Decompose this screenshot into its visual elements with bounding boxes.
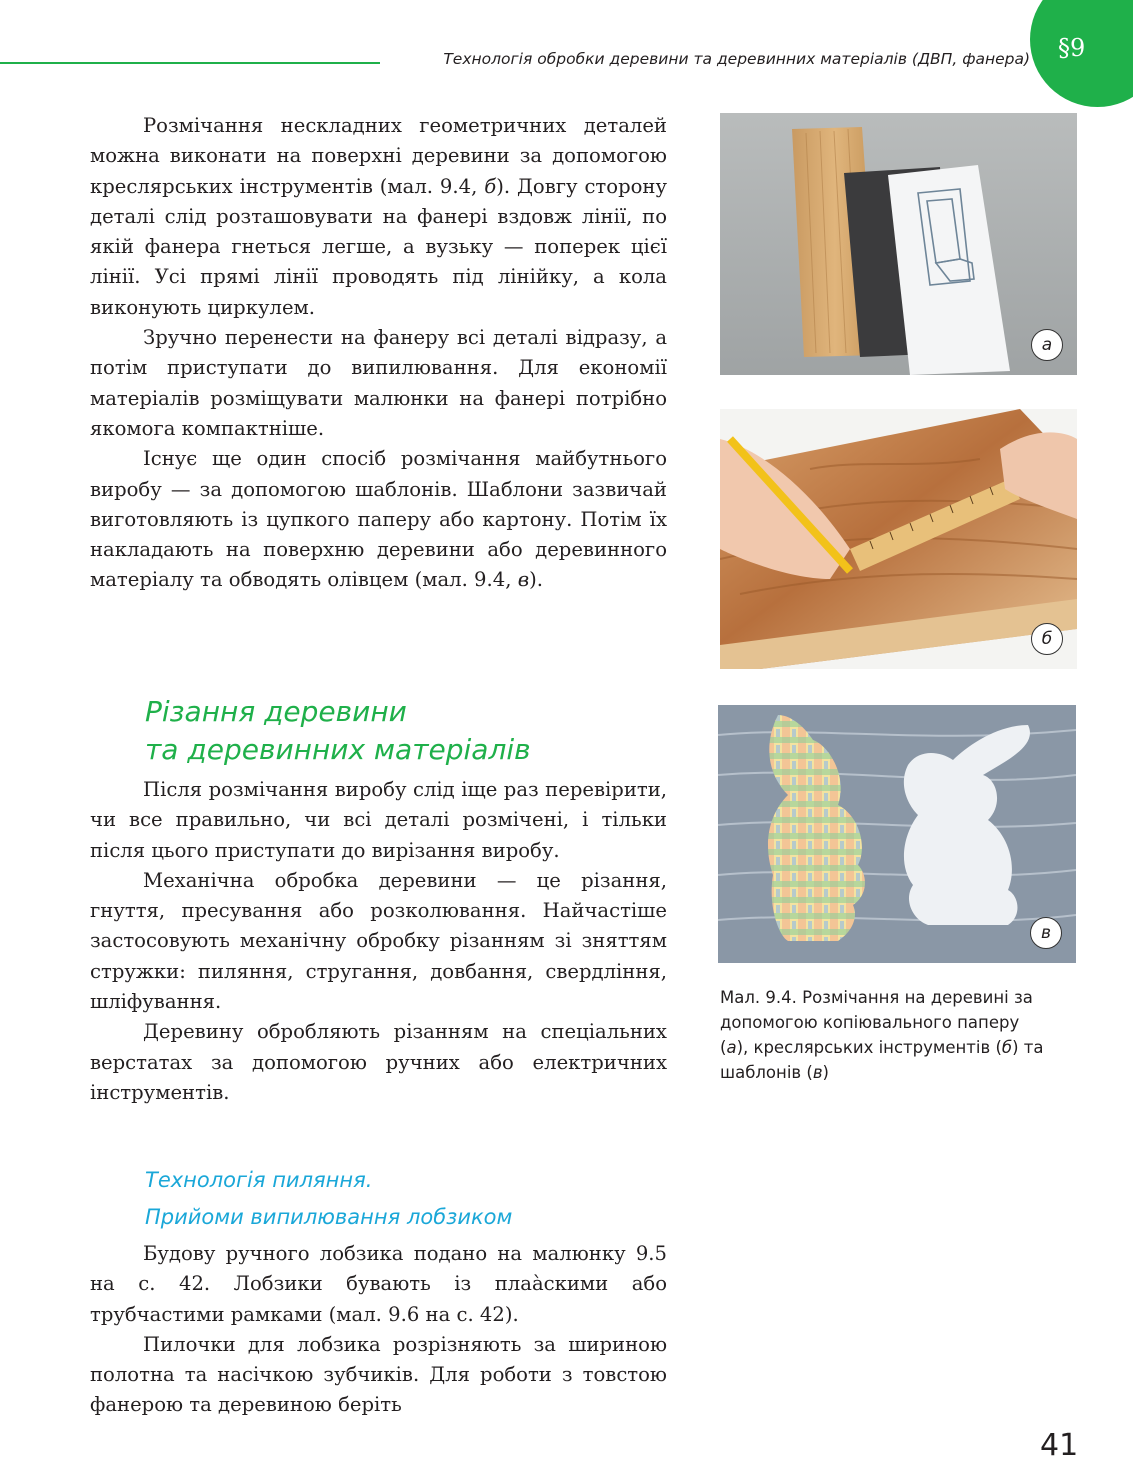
page-number: 41 bbox=[1040, 1428, 1079, 1463]
text-column-1 bbox=[90, 111, 667, 596]
paragraph: Деревину обробляють різанням на спеціальних верстатах за допомогою ручних або електричних інструментів. bbox=[90, 1020, 667, 1104]
text-run: Існує ще один спосіб розмічання майбутнього виробу — за допомогою шаблонів. Шаблони зазвичай виготовляють із цупкого паперу або картону. Потім їх накладають на поверхню деревини або деревинного матеріалу та обводять олівцем (мал. 9.4, bbox=[90, 447, 667, 592]
carbon-paper-image bbox=[720, 113, 1077, 375]
photo-templates bbox=[718, 705, 1076, 963]
text-run: Розмічання нескладних геометричних деталей можна виконати на поверхні деревини за допомогою креслярських інструментів (мал. 9.4, bbox=[90, 114, 667, 198]
figure-label-v: в bbox=[1030, 917, 1062, 949]
paragraph: Після розмічання виробу слід іще раз перевірити, чи все правильно, чи всі деталі розмічені, і тільки після цього приступати до вирізання виробу. bbox=[90, 778, 667, 862]
rabbit-templates-image bbox=[718, 705, 1076, 963]
caption-text: ) bbox=[822, 1063, 829, 1082]
paragraph: Механічна обробка деревини — це різання, гнуття, пресування або розколювання. Найчастіше застосовують механічну обробку різанням зі зняттям стружки: пиляння, стругання, довбання, свердління, шліфування. bbox=[90, 868, 667, 1014]
photo-carbon-paper bbox=[720, 113, 1077, 375]
caption-text: Розмічання на деревині за допомогою копіювального паперу ( bbox=[720, 988, 1033, 1057]
caption-text: ), креслярських інструментів ( bbox=[736, 1038, 1002, 1057]
italic-ref: в bbox=[517, 568, 530, 592]
subsection-heading bbox=[145, 1162, 512, 1236]
paragraph bbox=[90, 444, 667, 595]
paragraph: Зручно перенести на фанеру всі деталі відразу, а потім приступати до випилювання. Для економії матеріалів розміщувати малюнки на фанері потрібно якомога компактніше. bbox=[90, 326, 667, 440]
heading-line: Технологія пиляння. bbox=[145, 1168, 373, 1192]
figure-label-a: а bbox=[1031, 329, 1063, 361]
text-column-2 bbox=[90, 775, 667, 1108]
header-rule bbox=[0, 62, 380, 64]
text-column-3 bbox=[90, 1239, 667, 1421]
photo-drawing-tools bbox=[720, 409, 1077, 669]
paragraph bbox=[90, 111, 667, 323]
text-run: ). Довгу сторону деталі слід розташовувати на фанері вздовж лінії, по якій фанера гнеться легше, а вузьку — поперек цієї лінії. Усі прямі лінії проводять під лінійку, а кола виконують циркулем. bbox=[90, 174, 667, 319]
caption-ref: а bbox=[726, 1038, 737, 1057]
caption-prefix: Мал. 9.4. bbox=[720, 988, 797, 1007]
caption-text: ) та шаблонів ( bbox=[720, 1038, 1044, 1082]
caption-ref: б bbox=[1001, 1038, 1013, 1057]
italic-ref: б bbox=[484, 174, 497, 198]
paragraph: Будову ручного лобзика подано на малюнку 9.5 на с. 42. Лобзики бувають із плаàскими або трубчастими рамками (мал. 9.6 на с. 42). bbox=[90, 1242, 667, 1326]
running-header: Технологія обробки деревини та деревинних матеріалів (ДВП, фанера) bbox=[443, 50, 1030, 68]
figure-caption bbox=[720, 985, 1050, 1085]
paragraph: Пилочки для лобзика розрізняють за шириною полотна та насічкою зубчиків. Для роботи з товстою фанерою та деревиною беріть bbox=[90, 1332, 667, 1417]
section-heading bbox=[145, 693, 531, 769]
drawing-tools-image bbox=[720, 409, 1077, 669]
figure-label-b: б bbox=[1031, 623, 1063, 655]
heading-line: та деревинних матеріалів bbox=[145, 733, 531, 766]
caption-ref: в bbox=[812, 1063, 823, 1082]
section-badge bbox=[1030, 0, 1133, 107]
heading-line: Прийоми випилювання лобзиком bbox=[145, 1205, 513, 1229]
heading-line: Різання деревини bbox=[145, 695, 407, 728]
text-run: ). bbox=[529, 568, 543, 592]
section-number: §9 bbox=[1058, 34, 1086, 62]
